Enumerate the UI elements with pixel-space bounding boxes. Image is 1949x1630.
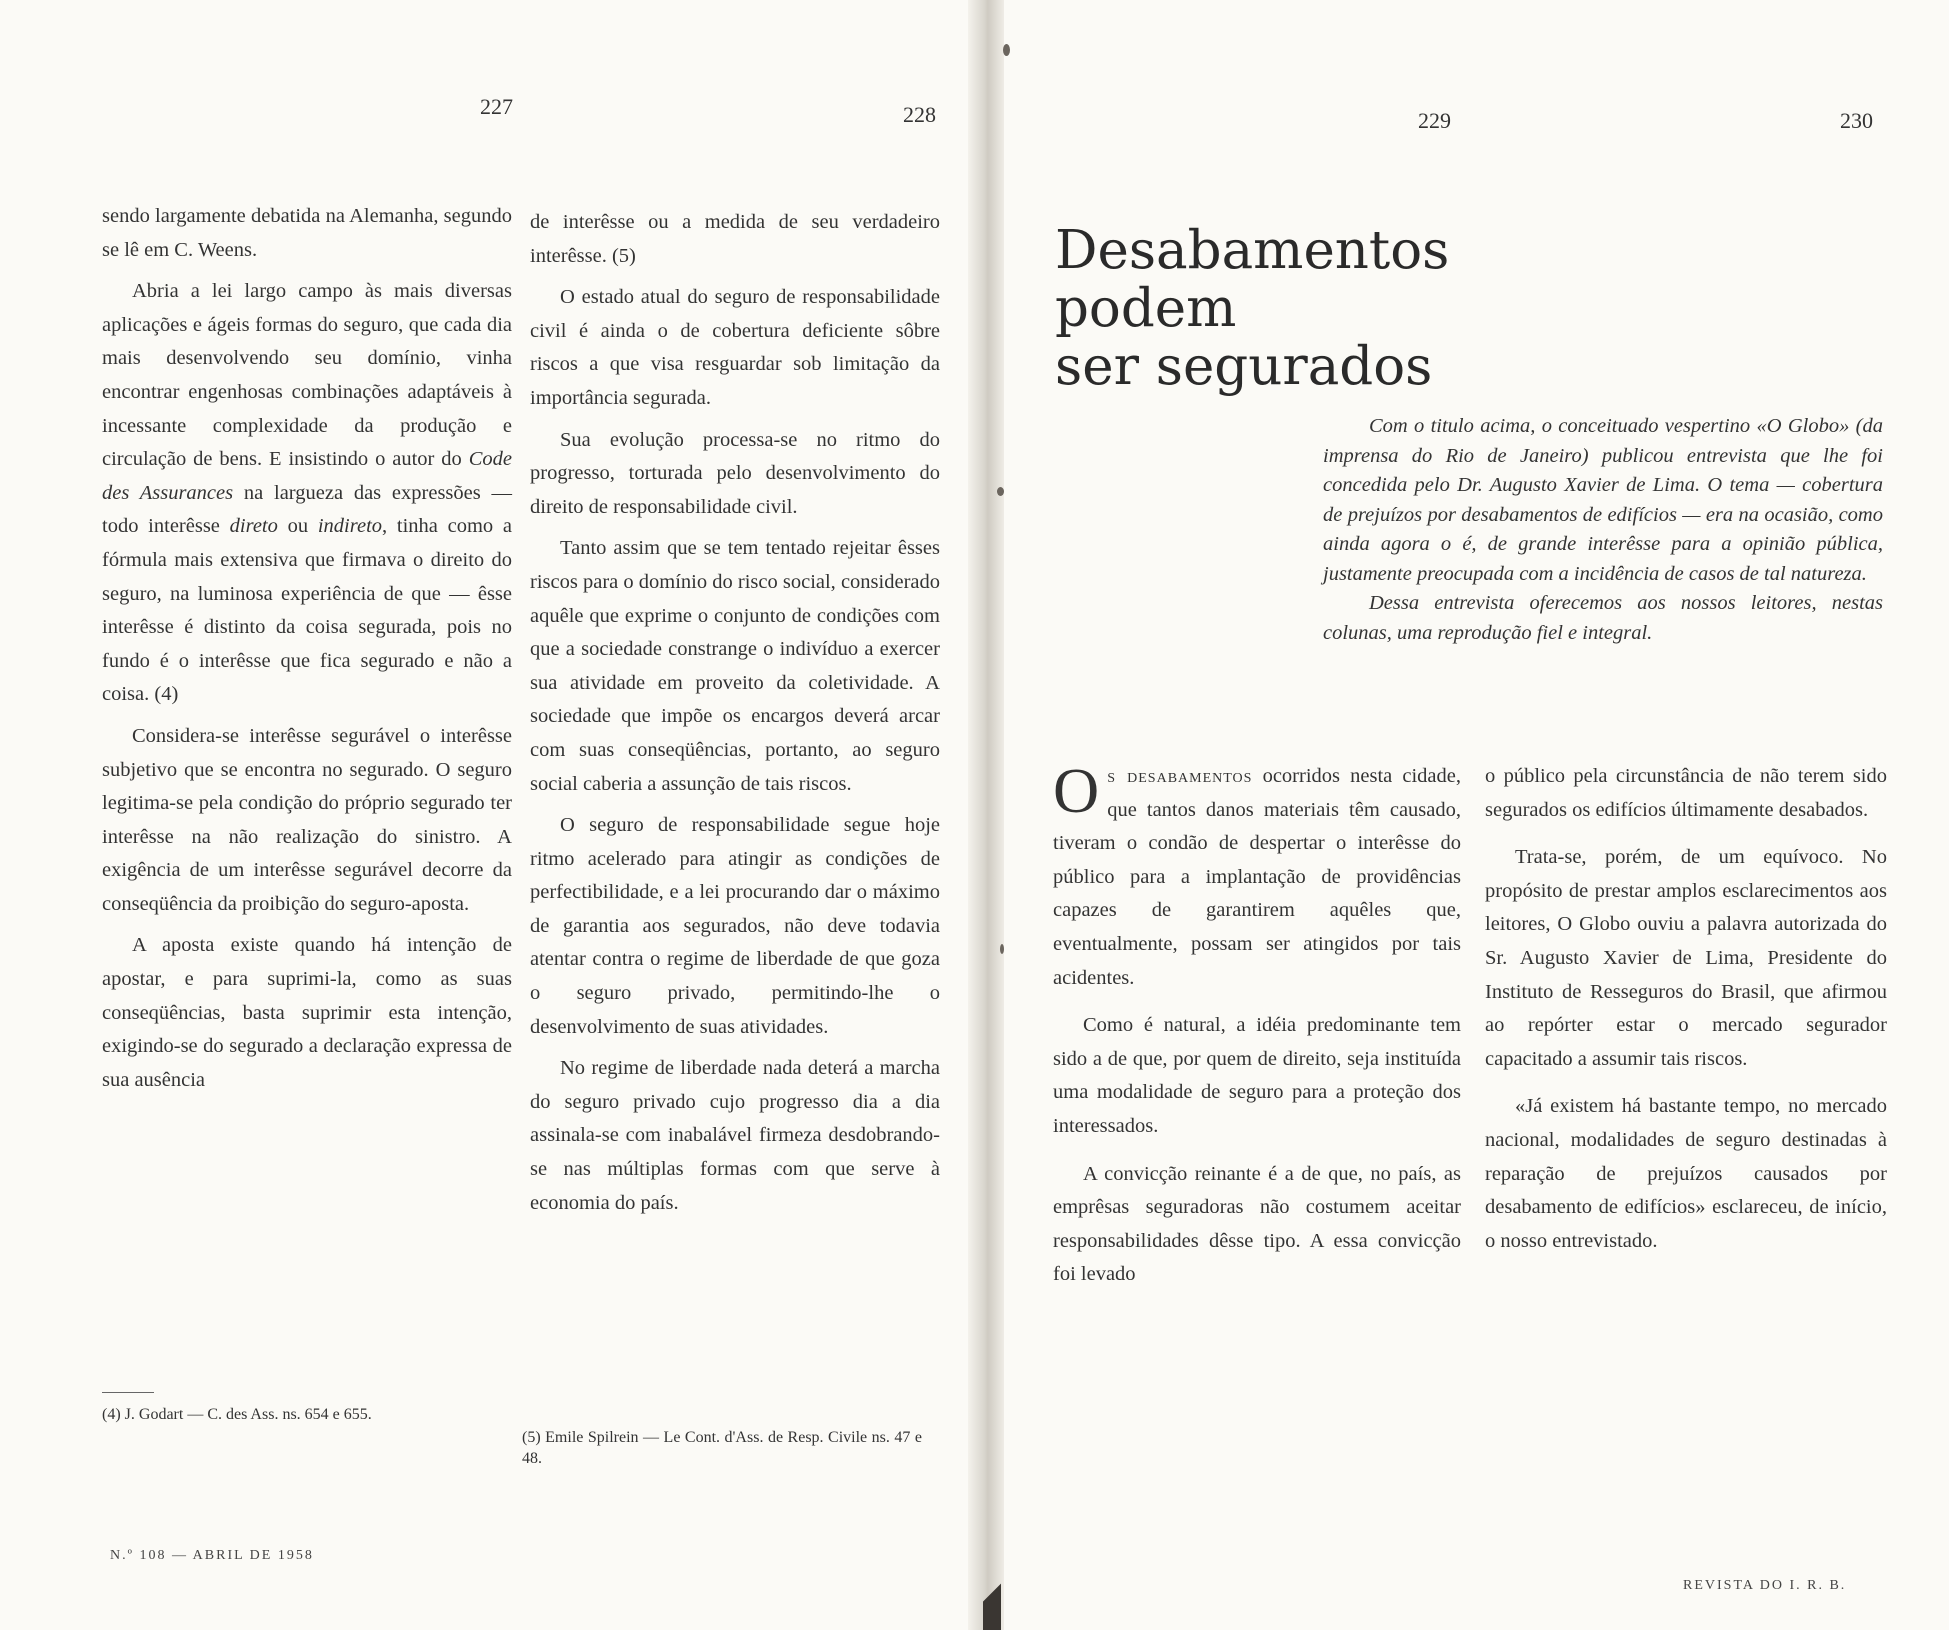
paragraph: Tanto assim que se tem tentado rejeitar êsses riscos para o domínio do risco social, considerado aquêle que exprime o conjunto de condições com que a sociedade constrange o indivíduo a exercer sua atividade em proveito da coletividade. A sociedade que impõe os encargos deverá arcar com suas conseqüências, portanto, ao seguro social caberia a assunção de tais riscos. [530,537,940,795]
footnote-rule [102,1392,154,1393]
article-title: Desabamentos podem ser segurados [1055,220,1450,397]
paragraph: Abria a lei largo campo às mais diversas aplicações e ágeis formas do seguro, que cada dia mais desenvolvendo seu domínio, vinha encontrar engenhosas combinações adaptáveis à incessante complexidade da produção e circulação de bens. E insistindo o autor do Code des Assurances na largueza das expressões — todo interêsse direto ou indireto, tinha como a fórmula mais extensiva que firmava o direito do seguro, na luminosa experiência de que — êsse interêsse é distinto da coisa segurada, pois no fundo é o interêsse que fica segurado e não a coisa. (4) [102,280,512,706]
column-page-229 [1053,755,1461,1300]
article-intro [1323,412,1883,648]
footer-issue: N.º 108 — ABRIL DE 1958 [110,1548,314,1563]
page-number-230: 230 [1840,108,1873,133]
dust-speck [1000,944,1004,954]
page-number-228: 228 [903,102,936,127]
dust-speck [997,487,1004,496]
page-number-229: 229 [1418,108,1451,133]
column-page-228 [530,206,940,1228]
drop-cap: O [1053,755,1100,826]
book-gutter [968,0,1004,1630]
paragraph: A convicção reinante é a de que, no país, as emprêsas seguradoras não costumem aceitar responsabilidades dêsse tipo. A essa convicção foi levado [1053,1162,1461,1286]
paragraph: O seguro de responsabilidade segue hoje ritmo acelerado para atingir as condições de perfectibilidade, e a lei procurando dar o máximo de garantia aos segurados, não deve todavia atentar contra o regime de liberdade de que goza o seguro privado, permitindo-lhe o desenvolvimento de suas atividades. [530,814,940,1038]
dust-speck [1003,44,1010,56]
paragraph: No regime de liberdade nada deterá a marcha do seguro privado cujo progresso dia a dia assinala-se com inabalável firmeza desdobrando-se nas múltiplas formas com que serve à economia do país. [530,1057,940,1214]
paragraph: Como é natural, a idéia predominante tem sido a de que, por quem de direito, seja instituída uma modalidade de seguro para a proteção dos interessados. [1053,1014,1461,1137]
paragraph: A aposta existe quando há intenção de apostar, e para suprimi-la, como as suas conseqüências, basta suprimir esta intenção, exigindo-se do segurado a declaração expressa de sua ausência [102,934,512,1091]
page-number-227: 227 [480,94,513,119]
binding-shadow [983,1570,1001,1630]
paragraph: O estado atual do seguro de responsabilidade civil é ainda o de cobertura deficiente sôbre riscos a que visa resguardar sob limitação da importância segurada. [530,286,940,409]
column-page-227 [102,200,512,1105]
paragraph: Trata-se, porém, de um equívoco. No propósito de prestar amplos esclarecimentos aos leitores, O Globo ouviu a palavra autorizada do Sr. Augusto Xavier de Lima, Presidente do Instituto de Resseguros do Brasil, que afirmou ao repórter estar o mercado segurador capacitado a assumir tais riscos. [1485,846,1887,1070]
paragraph: Sua evolução processa-se no ritmo do progresso, torturada pelo desenvolvimento do direito de responsabilidade civil. [530,428,940,518]
paragraph: sendo largamente debatida na Alemanha, segundo se lê em C. Weens. [102,205,512,261]
paragraph: «Já existem há bastante tempo, no mercado nacional, modalidades de seguro destinadas à reparação de prejuízos causados por desabamento de edifícios» esclareceu, de início, o nosso entrevistado. [1485,1095,1887,1252]
lead-paragraph: Os desabamentos ocorridos nesta cidade, que tantos danos materiais têm causado, tiveram o condão de despertar o interêsse do público para a implantação de providências capazes de garantirem aquêles que, eventualmente, possam ser atingidos por tais acidentes. [1053,755,1461,989]
intro-paragraph: Com o titulo acima, o conceituado vespertino «O Globo» (da imprensa do Rio de Janeiro) publicou entrevista que lhe foi concedida pelo Dr. Augusto Xavier de Lima. O tema — cobertura de prejuízos por desabamentos de edifícios — era na ocasião, como ainda agora o é, de grande interêsse para a opinião pública, justamente preocupada com a incidência de casos de tal natureza. [1323,415,1883,585]
paragraph: Considera-se interêsse segurável o interêsse subjetivo que se encontra no segurado. O seguro legitima-se pela condição do próprio segurado ter interêsse na não realização do sinistro. A exigência de um interêsse segurável decorre da conseqüência da proibição do seguro-aposta. [102,724,512,915]
paragraph: de interêsse ou a medida de seu verdadeiro interêsse. (5) [530,211,940,267]
column-page-230 [1485,760,1887,1266]
footer-magazine: REVISTA DO I. R. B. [1683,1578,1847,1593]
footnote-4: (4) J. Godart — C. des Ass. ns. 654 e 655. [102,1406,372,1423]
paragraph: o público pela circunstância de não terem sido segurados os edifícios últimamente desabados. [1485,765,1887,821]
footnote-5: (5) Emile Spilrein — Le Cont. d'Ass. de Resp. Civile ns. 47 e 48. [522,1429,922,1467]
intro-paragraph: Dessa entrevista oferecemos aos nossos leitores, nestas colunas, uma reprodução fiel e integral. [1323,592,1883,644]
